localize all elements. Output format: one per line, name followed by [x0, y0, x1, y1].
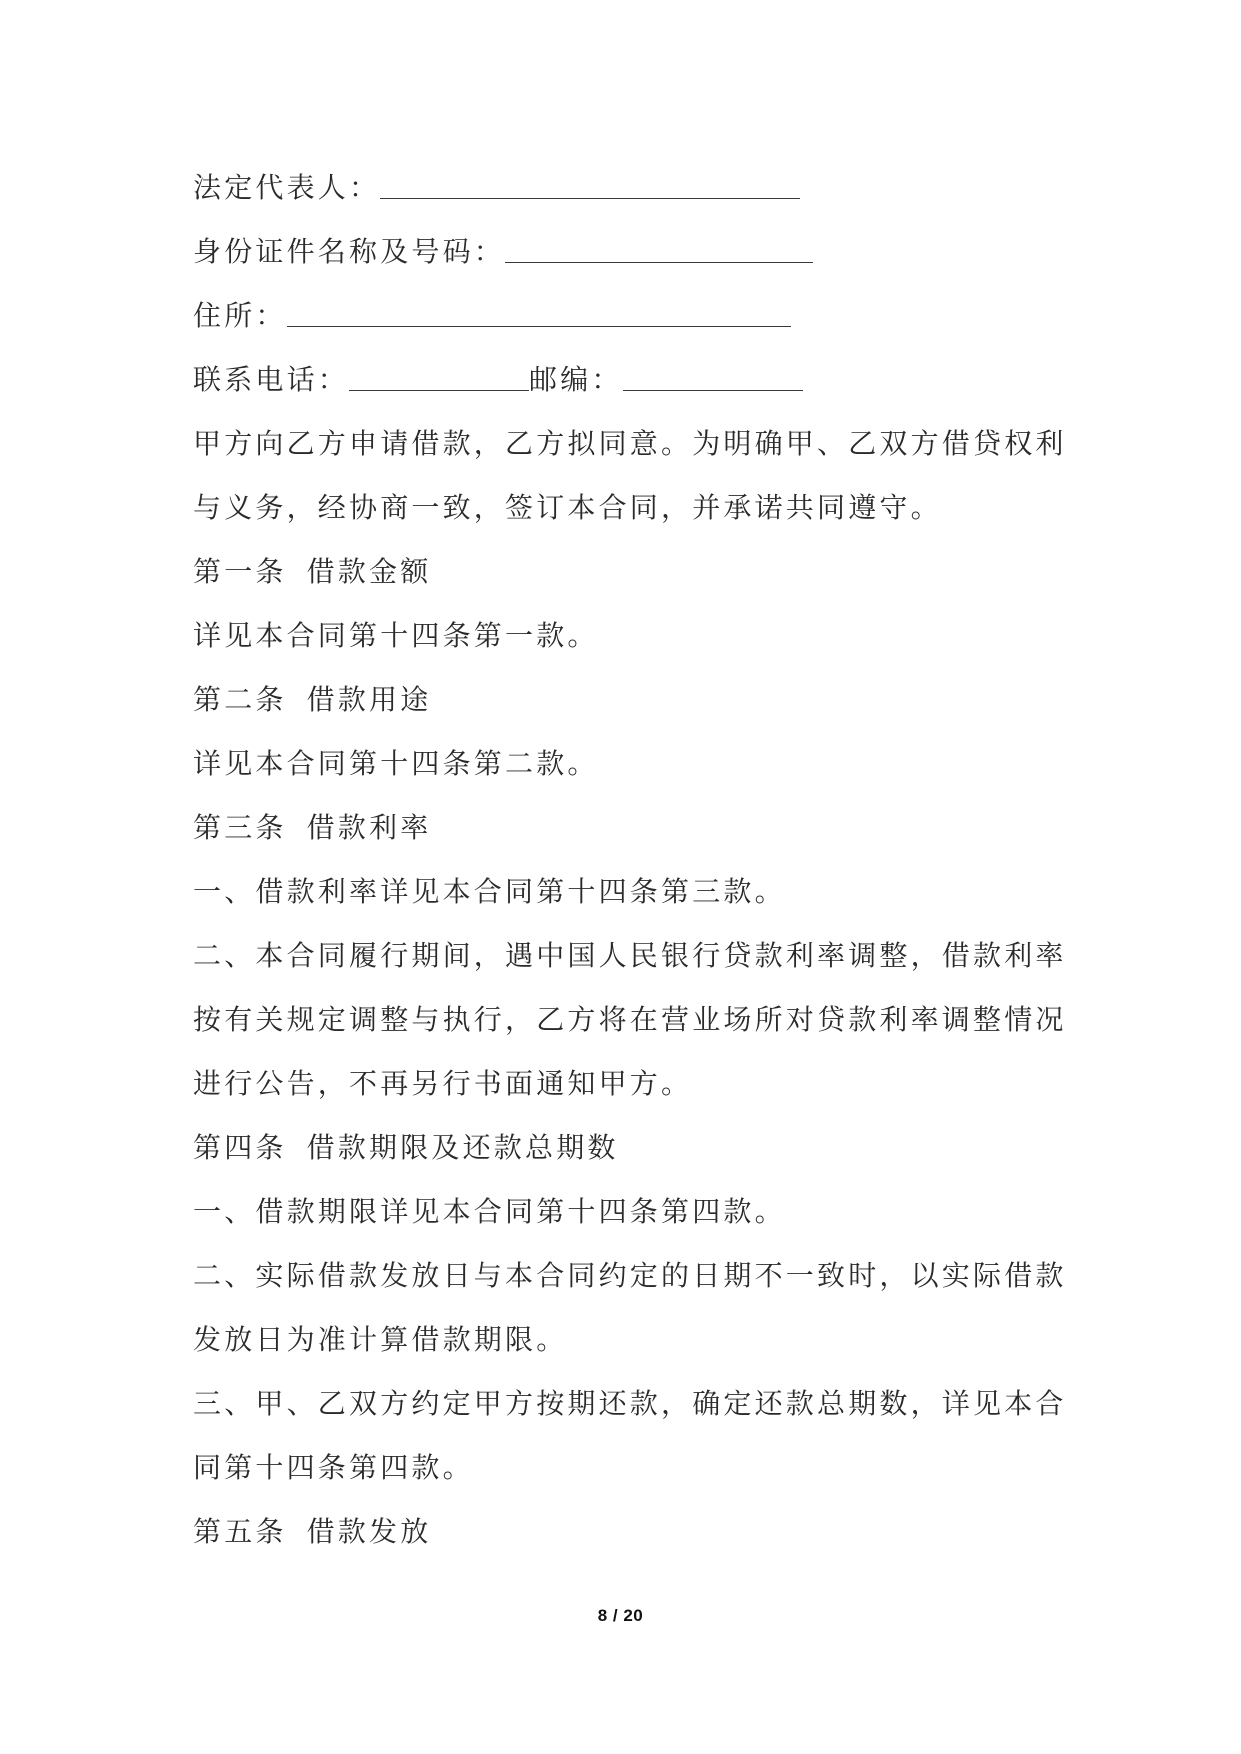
article-title: 借款金额 [306, 555, 432, 588]
article-body: 同第十四条第四款。 [193, 1451, 474, 1484]
article-number: 第五条 [193, 1515, 287, 1548]
article-title: 借款发放 [306, 1515, 432, 1548]
legal-rep-blank [380, 176, 800, 199]
article-body: 详见本合同第十四条第一款。 [193, 619, 599, 652]
article-heading [193, 1500, 1053, 1564]
article-heading [193, 668, 1053, 732]
intro-line: 甲方向乙方申请借款，乙方拟同意。为明确甲、乙双方借贷权利 [193, 427, 1067, 460]
article-heading [193, 796, 1053, 860]
phone-label: 联系电话： [193, 363, 350, 396]
article-body: 进行公告，不再另行书面通知甲方。 [193, 1067, 693, 1100]
article-body: 二、实际借款发放日与本合同约定的日期不一致时，以实际借款 [193, 1259, 1067, 1292]
id-doc-label: 身份证件名称及号码： [193, 235, 506, 268]
article-body: 按有关规定调整与执行，乙方将在营业场所对贷款利率调整情况 [193, 1003, 1067, 1036]
address-blank [287, 304, 791, 327]
address-label: 住所： [193, 299, 287, 332]
article-body: 详见本合同第十四条第二款。 [193, 747, 599, 780]
id-doc-blank [505, 240, 813, 263]
intro-line: 与义务，经协商一致，签订本合同，并承诺共同遵守。 [193, 491, 942, 524]
article-body: 二、本合同履行期间，遇中国人民银行贷款利率调整，借款利率 [193, 939, 1067, 972]
article-title: 借款期限及还款总期数 [306, 1131, 619, 1164]
postcode-blank [623, 368, 803, 391]
article-title: 借款利率 [306, 811, 432, 844]
article-number: 第三条 [193, 811, 287, 844]
article-number: 第二条 [193, 683, 287, 716]
article-body: 一、借款利率详见本合同第十四条第三款。 [193, 875, 786, 908]
article-heading [193, 540, 1053, 604]
article-number: 第四条 [193, 1131, 287, 1164]
article-number: 第一条 [193, 555, 287, 588]
document-body [193, 156, 1067, 1564]
contact-field [193, 348, 1053, 412]
article-body: 一、借款期限详见本合同第十四条第四款。 [193, 1195, 786, 1228]
phone-blank [349, 368, 529, 391]
id-doc-field [193, 220, 1053, 284]
article-body: 发放日为准计算借款期限。 [193, 1323, 568, 1356]
page-number: 8 / 20 [597, 1606, 644, 1625]
postcode-label: 邮编： [529, 363, 623, 396]
article-heading [193, 1116, 1053, 1180]
legal-rep-label: 法定代表人： [193, 171, 381, 204]
article-title: 借款用途 [306, 683, 432, 716]
legal-rep-field [193, 156, 1053, 220]
address-field [193, 284, 1053, 348]
article-body: 三、甲、乙双方约定甲方按期还款，确定还款总期数，详见本合 [193, 1387, 1067, 1420]
